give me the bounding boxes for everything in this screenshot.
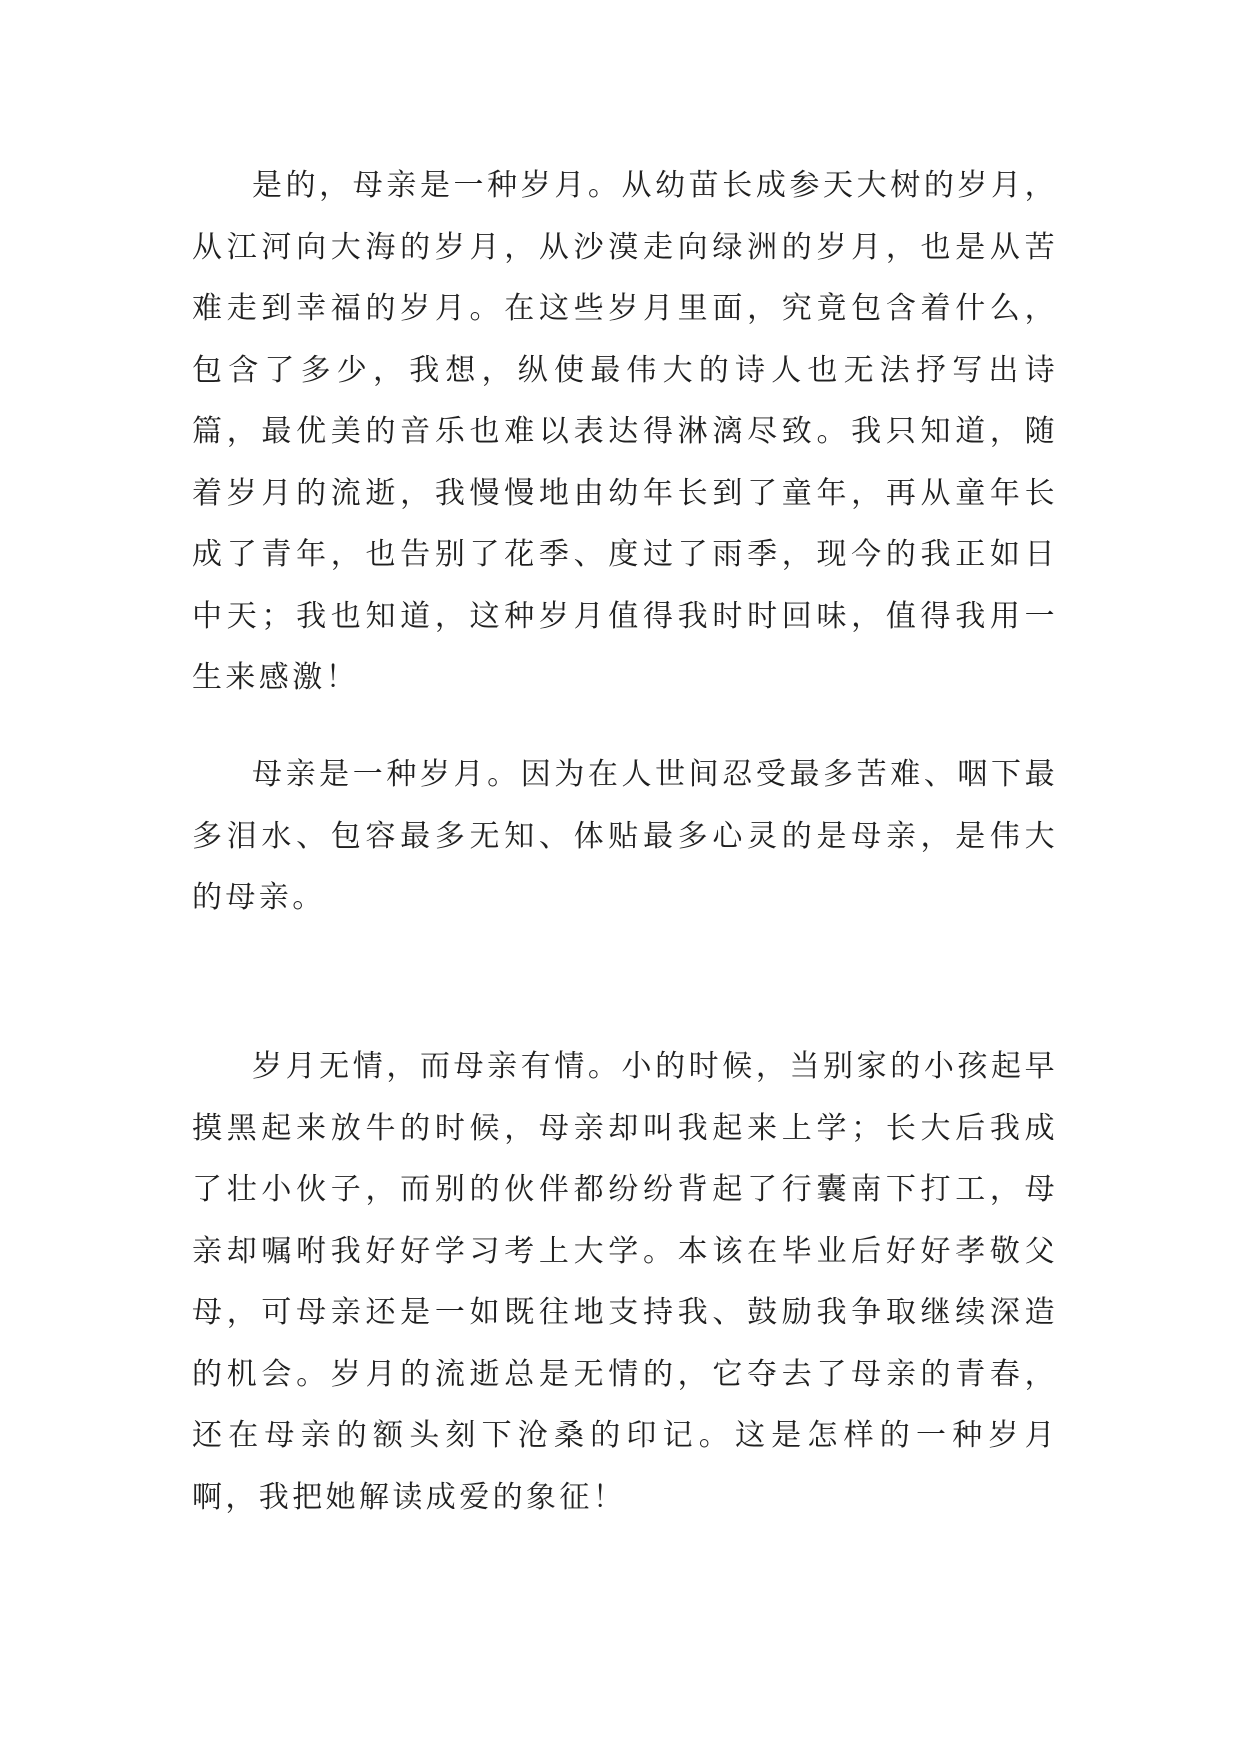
paragraph: 岁月无情，而母亲有情。小的时候，当别家的小孩起早摸黑起来放牛的时候，母亲却叫我起来上学；长大后我成了壮小伙子，而别的伙伴都纷纷背起了行囊南下打工，母亲却嘱咐我好好学习考上大学。本该在毕业后好好孝敬父母，可母亲还是一如既往地支持我、鼓励我争取继续深造的机会。岁月的流逝总是无情的，它夺去了母亲的青春，还在母亲的额头刻下沧桑的印记。这是怎样的一种岁月啊，我把她解读成爱的象征！: [192, 1049, 1058, 1515]
paragraph: 是的，母亲是一种岁月。从幼苗长成参天大树的岁月，从江河向大海的岁月，从沙漠走向绿洲的岁月，也是从苦难走到幸福的岁月。在这些岁月里面，究竟包含着什么，包含了多少，我想，纵使最伟大的诗人也无法抒写出诗篇，最优美的音乐也难以表达得淋漓尽致。我只知道，随着岁月的流逝，我慢慢地由幼年长到了童年，再从童年长成了青年，也告别了花季、度过了雨季，现今的我正如日中天；我也知道，这种岁月值得我时时回味，值得我用一生来感激！: [192, 168, 1058, 695]
paragraph: 母亲是一种岁月。因为在人世间忍受最多苦难、咽下最多泪水、包容最多无知、体贴最多心灵的是母亲，是伟大的母亲。: [192, 757, 1058, 915]
